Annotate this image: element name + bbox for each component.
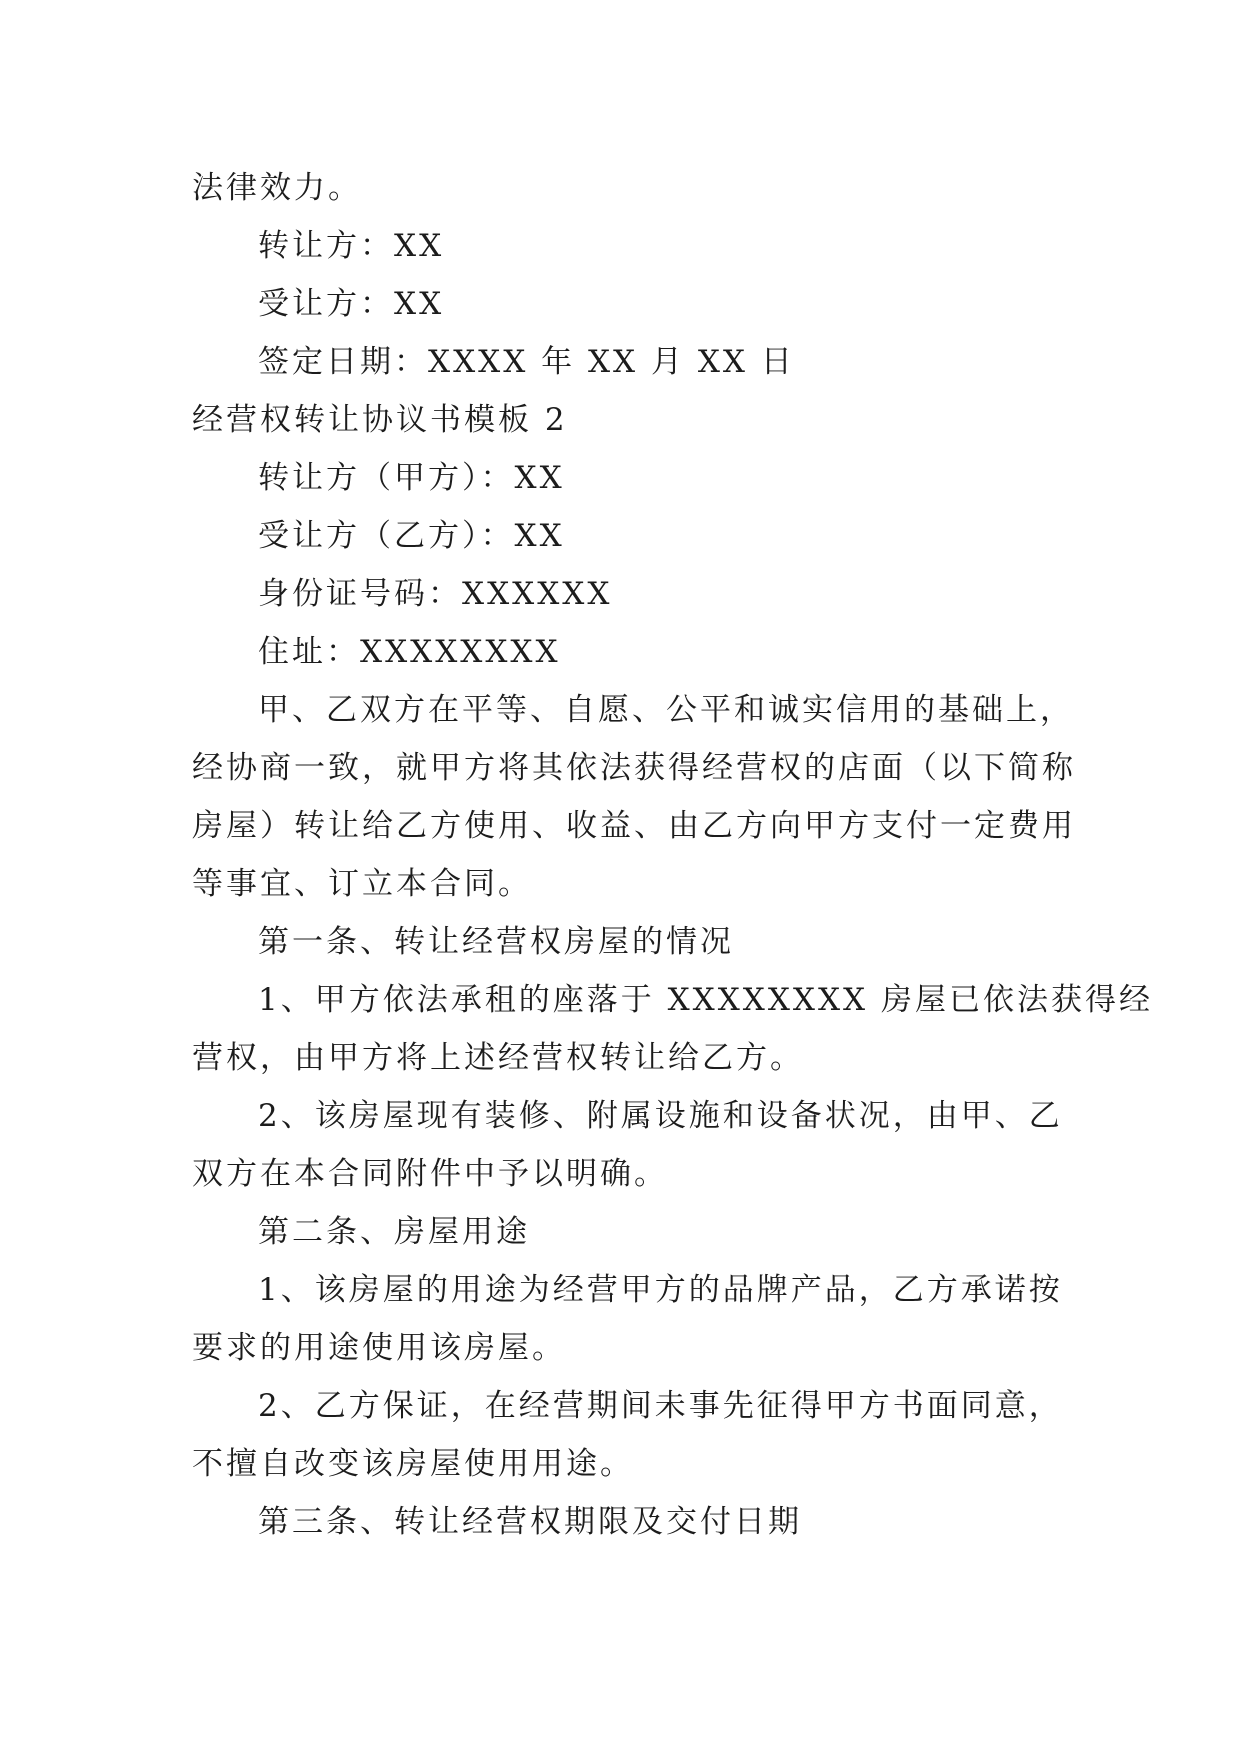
text-line: 2、该房屋现有装修、附属设施和设备状况，由甲、乙 (258, 1098, 1063, 1134)
article-heading: 第二条、房屋用途 (258, 1214, 530, 1250)
text-line: 等事宜、订立本合同。 (192, 866, 532, 902)
text-line: 经协商一致，就甲方将其依法获得经营权的店面（以下简称 (192, 750, 1076, 786)
text-line: 1、甲方依法承租的座落于 XXXXXXXX 房屋已依法获得经 (258, 982, 1153, 1018)
text-line: 2、乙方保证，在经营期间未事先征得甲方书面同意， (258, 1388, 1063, 1424)
section-title: 经营权转让协议书模板 2 (192, 402, 568, 438)
text-line: 法律效力。 (192, 170, 362, 206)
text-line: 1、该房屋的用途为经营甲方的品牌产品，乙方承诺按 (258, 1272, 1063, 1308)
text-line: 受让方：XX (258, 286, 445, 322)
text-line: 房屋）转让给乙方使用、收益、由乙方向甲方支付一定费用 (192, 808, 1076, 844)
text-line: 受让方（乙方）：XX (258, 518, 565, 554)
article-heading: 第三条、转让经营权期限及交付日期 (258, 1504, 802, 1540)
text-line: 转让方（甲方）：XX (258, 460, 565, 496)
text-line: 住址：XXXXXXXX (258, 634, 561, 670)
text-line: 转让方：XX (258, 228, 445, 264)
article-heading: 第一条、转让经营权房屋的情况 (258, 924, 734, 960)
text-line: 要求的用途使用该房屋。 (192, 1330, 566, 1366)
text-line: 签定日期：XXXX 年 XX 月 XX 日 (258, 344, 795, 380)
text-line: 身份证号码：XXXXXX (258, 576, 613, 612)
text-line: 双方在本合同附件中予以明确。 (192, 1156, 668, 1192)
text-line: 营权，由甲方将上述经营权转让给乙方。 (192, 1040, 804, 1076)
text-line: 不擅自改变该房屋使用用途。 (192, 1446, 634, 1482)
text-line: 甲、乙双方在平等、自愿、公平和诚实信用的基础上， (258, 692, 1074, 728)
